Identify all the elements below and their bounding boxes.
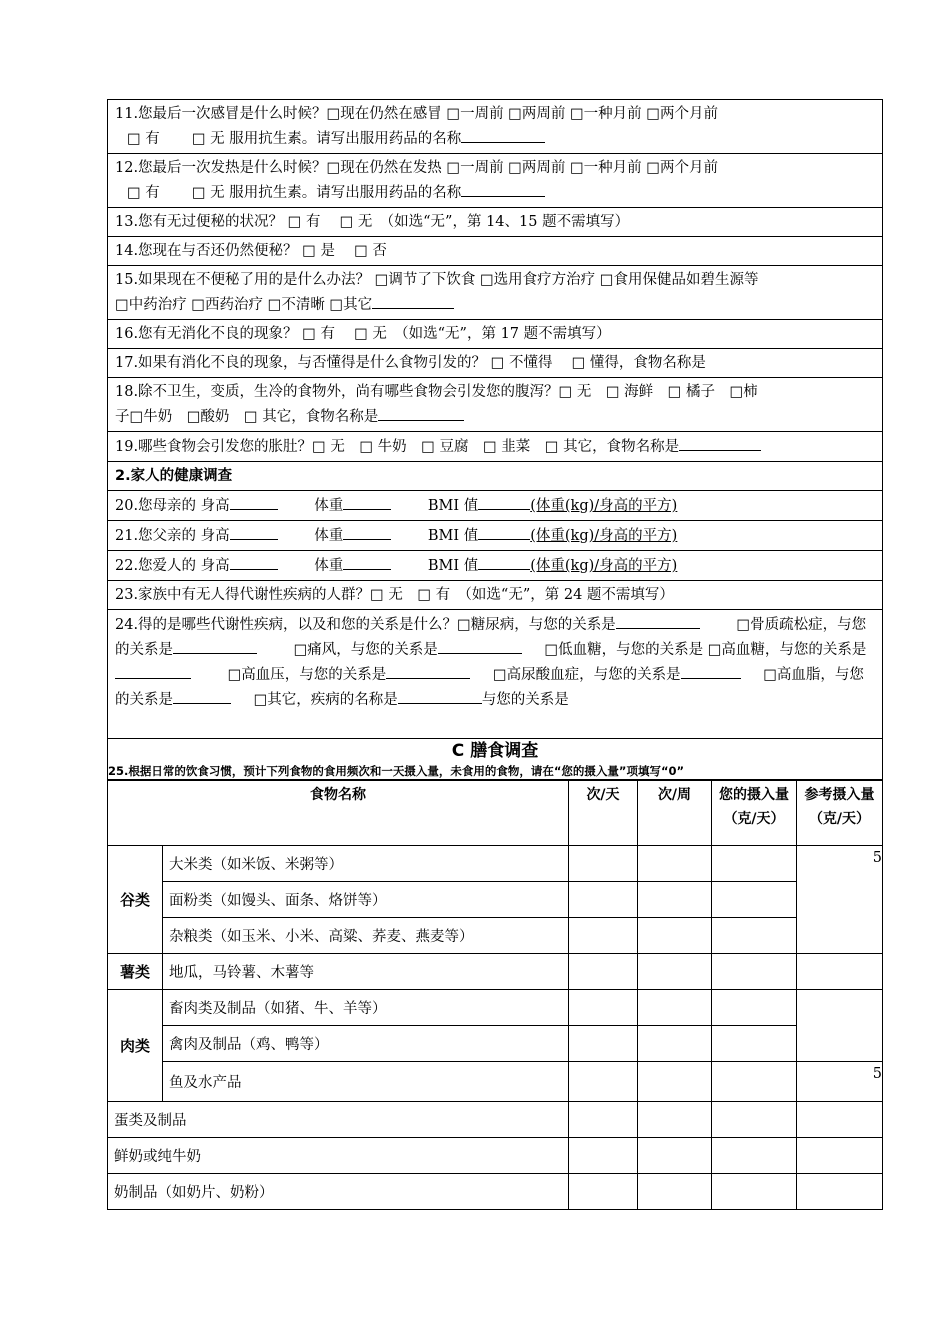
bmi-unit: (体重(kg)/身高的平方) bbox=[530, 558, 678, 574]
answer-blank[interactable] bbox=[681, 662, 741, 679]
answer-blank[interactable] bbox=[461, 126, 545, 143]
food-item: 鲜奶或纯牛奶 bbox=[108, 1138, 569, 1174]
food-item: 奶制品（如奶片、奶粉） bbox=[108, 1174, 569, 1210]
per-week-cell[interactable] bbox=[638, 1062, 712, 1102]
answer-blank[interactable] bbox=[173, 637, 257, 654]
relation-label: 与您的关系是 bbox=[481, 692, 569, 708]
weight-label: 体重 bbox=[314, 498, 344, 514]
per-day-cell[interactable] bbox=[569, 1062, 638, 1102]
intake-cell[interactable] bbox=[712, 882, 797, 918]
answer-blank[interactable] bbox=[115, 662, 191, 679]
question-text[interactable]: 19.哪些食物会引发您的胀肚？□ 无 □ 牛奶 □ 豆腐 □ 韭菜 □ 其它，食物名称是 bbox=[115, 439, 680, 455]
intake-cell[interactable] bbox=[712, 918, 797, 954]
intake-cell[interactable] bbox=[712, 954, 797, 990]
option-hyperlipidemia[interactable]: □高血脂，与您的关系是 bbox=[115, 667, 864, 708]
option-hyperglycemia[interactable]: □高血糖，与您的关系是 bbox=[707, 642, 867, 658]
weight-blank[interactable] bbox=[343, 553, 391, 570]
per-day-cell[interactable] bbox=[569, 882, 638, 918]
per-week-cell[interactable] bbox=[638, 882, 712, 918]
per-week-cell[interactable] bbox=[638, 1102, 712, 1138]
diet-instruction: 25.根据日常的饮食习惯，预计下列食物的食用频次和一天摄入量，未食用的食物，请在“您的摄入量”项填写“0” bbox=[108, 764, 685, 778]
question-18 bbox=[108, 378, 883, 432]
question-22 bbox=[108, 551, 883, 581]
intake-cell[interactable] bbox=[712, 990, 797, 1026]
category-grains: 谷类 bbox=[108, 846, 163, 954]
category-meat: 肉类 bbox=[108, 990, 163, 1102]
table-row bbox=[108, 1138, 883, 1174]
option-yes[interactable]: □ 有 bbox=[127, 185, 160, 201]
question-23: 23.家族中有无人得代谢性疾病的人群？□ 无 □ 有 （如选“无”，第 24 题不需填写） bbox=[108, 581, 883, 610]
option-yes[interactable]: □ 有 bbox=[127, 131, 160, 147]
option-hypertension[interactable]: □高血压，与您的关系是 bbox=[227, 667, 387, 683]
table-row bbox=[108, 954, 883, 990]
category-tubers: 薯类 bbox=[108, 954, 163, 990]
height-blank[interactable] bbox=[230, 523, 278, 540]
answer-blank[interactable] bbox=[679, 434, 761, 451]
weight-blank[interactable] bbox=[343, 493, 391, 510]
food-item: 畜肉类及制品（如猪、牛、羊等） bbox=[163, 990, 569, 1026]
per-day-cell[interactable] bbox=[569, 846, 638, 882]
question-text: 12.您最后一次发热是什么时候？□现在仍然在发热 □一周前 □两周前 □一种月前 □两个月前 bbox=[115, 160, 718, 176]
question-text[interactable]: 子□牛奶 □酸奶 □ 其它，食物名称是 bbox=[115, 409, 379, 425]
intake-cell[interactable] bbox=[712, 1062, 797, 1102]
bmi-label: BMI 值 bbox=[427, 528, 479, 544]
question-20 bbox=[108, 491, 883, 521]
option-no[interactable]: □ 无 bbox=[191, 131, 225, 147]
section-title: 2.家人的健康调查 bbox=[108, 462, 883, 491]
per-day-cell[interactable] bbox=[569, 1174, 638, 1210]
bmi-blank[interactable] bbox=[478, 493, 530, 510]
food-frequency-table bbox=[107, 780, 883, 1210]
food-item: 杂粮类（如玉米、小米、高粱、荞麦、燕麦等） bbox=[163, 918, 569, 954]
answer-blank[interactable] bbox=[378, 404, 464, 421]
weight-blank[interactable] bbox=[343, 523, 391, 540]
question-14: 14.您现在与否还仍然便秘？ □ 是 □ 否 bbox=[108, 237, 883, 266]
per-week-cell[interactable] bbox=[638, 954, 712, 990]
per-day-cell[interactable] bbox=[569, 1102, 638, 1138]
question-11 bbox=[108, 100, 883, 154]
per-day-cell[interactable] bbox=[569, 1026, 638, 1062]
header-your-intake: 您的摄入量（克/天） bbox=[712, 781, 797, 846]
bmi-blank[interactable] bbox=[478, 523, 530, 540]
answer-blank[interactable] bbox=[398, 687, 482, 704]
question-text: 服用抗生素。请写出服用药品的名称 bbox=[229, 185, 462, 201]
option-gout[interactable]: □痛风，与您的关系是 bbox=[293, 642, 438, 658]
bmi-label: BMI 值 bbox=[427, 558, 479, 574]
question-19 bbox=[108, 432, 883, 462]
option-other[interactable]: □其它，疾病的名称是 bbox=[253, 692, 398, 708]
answer-blank[interactable] bbox=[438, 637, 522, 654]
family-label: 20.您母亲的 身高 bbox=[115, 498, 230, 514]
intake-cell[interactable] bbox=[712, 1102, 797, 1138]
question-text[interactable]: □中药治疗 □西药治疗 □不清晰 □其它 bbox=[115, 297, 373, 313]
health-questions-table bbox=[107, 99, 883, 780]
bmi-label: BMI 值 bbox=[427, 498, 479, 514]
question-text: 11.您最后一次感冒是什么时候？□现在仍然在感冒 □一周前 □两周前 □一种月前 □两个月前 bbox=[115, 106, 718, 122]
answer-blank[interactable] bbox=[173, 687, 231, 704]
per-week-cell[interactable] bbox=[638, 1174, 712, 1210]
question-text: 服用抗生素。请写出服用药品的名称 bbox=[229, 131, 462, 147]
header-food-name: 食物名称 bbox=[108, 781, 569, 846]
food-item: 禽肉及制品（鸡、鸭等） bbox=[163, 1026, 569, 1062]
question-21 bbox=[108, 521, 883, 551]
answer-blank[interactable] bbox=[616, 612, 700, 629]
food-table-header bbox=[108, 781, 883, 846]
per-week-cell[interactable] bbox=[638, 846, 712, 882]
per-week-cell[interactable] bbox=[638, 1026, 712, 1062]
bmi-unit: (体重(kg)/身高的平方) bbox=[530, 528, 678, 544]
per-day-cell[interactable] bbox=[569, 1138, 638, 1174]
per-week-cell[interactable] bbox=[638, 918, 712, 954]
per-day-cell[interactable] bbox=[569, 954, 638, 990]
ref-intake-cell bbox=[797, 954, 883, 990]
section-family-health bbox=[108, 462, 883, 491]
option-osteoporosis[interactable]: □骨质疏松症，与您的关系是 bbox=[115, 617, 867, 658]
food-item: 鱼及水产品 bbox=[163, 1062, 569, 1102]
header-ref-intake: 参考摄入量（克/天） bbox=[797, 781, 883, 846]
ref-intake-cell: 5 bbox=[797, 1062, 883, 1102]
ref-intake-cell bbox=[797, 1102, 883, 1138]
food-item: 蛋类及制品 bbox=[108, 1102, 569, 1138]
food-item: 地瓜，马铃薯、木薯等 bbox=[163, 954, 569, 990]
height-blank[interactable] bbox=[230, 493, 278, 510]
option-diabetes[interactable]: 24.得的是哪些代谢性疾病，以及和您的关系是什么？□糖尿病，与您的关系是 bbox=[115, 617, 616, 633]
bmi-unit: (体重(kg)/身高的平方) bbox=[530, 498, 678, 514]
intake-cell[interactable] bbox=[712, 1026, 797, 1062]
table-row bbox=[108, 1102, 883, 1138]
question-16: 16.您有无消化不良的现象？ □ 有 □ 无 （如选“无”，第 17 题不需填写） bbox=[108, 320, 883, 349]
diet-header bbox=[108, 739, 883, 780]
header-per-day: 次/天 bbox=[569, 781, 638, 846]
answer-blank[interactable] bbox=[461, 180, 545, 197]
weight-label: 体重 bbox=[314, 558, 344, 574]
food-item: 面粉类（如馒头、面条、烙饼等） bbox=[163, 882, 569, 918]
answer-blank[interactable] bbox=[372, 292, 454, 309]
question-13: 13.您有无过便秘的状况？ □ 有 □ 无 （如选“无”，第 14、15 题不需填写） bbox=[108, 208, 883, 237]
per-day-cell[interactable] bbox=[569, 918, 638, 954]
table-row bbox=[108, 1062, 883, 1102]
question-15 bbox=[108, 266, 883, 320]
height-blank[interactable] bbox=[230, 553, 278, 570]
table-row bbox=[108, 882, 883, 918]
question-17: 17.如果有消化不良的现象，与否懂得是什么食物引发的？ □ 不懂得 □ 懂得，食物名称是 bbox=[108, 349, 883, 378]
diet-title: C 膳食调查 bbox=[451, 741, 539, 761]
ref-intake-cell bbox=[797, 1138, 883, 1174]
table-row bbox=[108, 846, 883, 882]
intake-cell[interactable] bbox=[712, 1138, 797, 1174]
food-item: 大米类（如米饭、米粥等） bbox=[163, 846, 569, 882]
ref-intake-cell bbox=[797, 1174, 883, 1210]
table-row bbox=[108, 1174, 883, 1210]
answer-blank[interactable] bbox=[386, 662, 470, 679]
table-row bbox=[108, 990, 883, 1026]
ref-intake-cell: 5 bbox=[797, 846, 883, 954]
option-hypoglycemia[interactable]: □低血糖，与您的关系是 bbox=[544, 642, 704, 658]
family-label: 22.您爱人的 身高 bbox=[115, 558, 230, 574]
question-text[interactable]: 18.除不卫生，变质，生冷的食物外，尚有哪些食物会引发您的腹泻？□ 无 □ 海鲜 □ 橘子 □柿 bbox=[115, 384, 758, 400]
question-12 bbox=[108, 154, 883, 208]
per-week-cell[interactable] bbox=[638, 990, 712, 1026]
bmi-blank[interactable] bbox=[478, 553, 530, 570]
intake-cell[interactable] bbox=[712, 1174, 797, 1210]
option-no[interactable]: □ 无 bbox=[191, 185, 225, 201]
per-day-cell[interactable] bbox=[569, 990, 638, 1026]
ref-intake-cell bbox=[797, 990, 883, 1062]
family-label: 21.您父亲的 身高 bbox=[115, 528, 230, 544]
header-per-week: 次/周 bbox=[638, 781, 712, 846]
table-row bbox=[108, 1026, 883, 1062]
option-hyperuricemia[interactable]: □高尿酸血症，与您的关系是 bbox=[492, 667, 681, 683]
question-text[interactable]: 15.如果现在不便秘了用的是什么办法？ □调节了下饮食 □选用食疗方治疗 □食用保健品如碧生源等 bbox=[115, 272, 759, 288]
question-24 bbox=[108, 610, 883, 739]
per-week-cell[interactable] bbox=[638, 1138, 712, 1174]
weight-label: 体重 bbox=[314, 528, 344, 544]
table-row bbox=[108, 918, 883, 954]
intake-cell[interactable] bbox=[712, 846, 797, 882]
survey-sheet bbox=[107, 99, 882, 1210]
